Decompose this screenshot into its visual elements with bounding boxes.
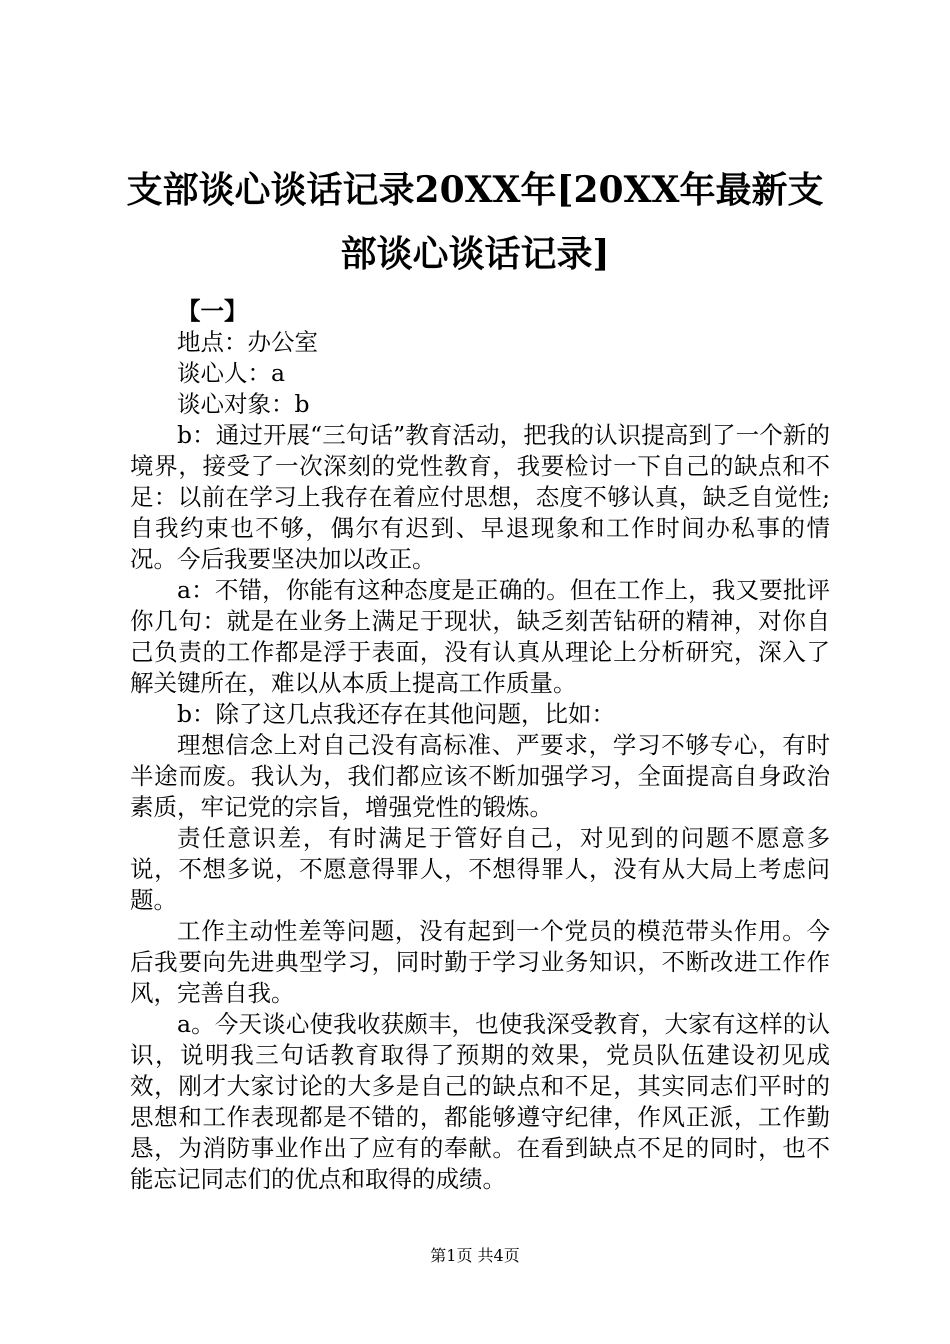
- speaker-field: 谈心人：a: [177, 359, 286, 387]
- place-field: 地点：办公室: [177, 328, 318, 356]
- paragraph: a：不错，你能有这种态度是正确的。但在工作上，我又要批评你几句：就是在业务上满足于现状，缺乏刻苦钻研的精神，对你自己负责的工作都是浮于表面，没有认真从理论上分析研究，深入了解关键所在，难以从本质上提高工作质量。: [130, 576, 830, 697]
- paragraph: 责任意识差，有时满足于管好自己，对见到的问题不愿意多说，不想多说，不愿意得罪人，不想得罪人，没有从大局上考虑问题。: [130, 824, 830, 914]
- section-label: 【一】: [177, 297, 248, 325]
- document-title: 支部谈心谈话记录20XX年[20XX年最新支部谈心谈话记录]: [126, 169, 824, 275]
- document-body: [130, 296, 830, 1195]
- paragraph: a。今天谈心使我收获颇丰，也使我深受教育，大家有这样的认识，说明我三句话教育取得了预期的效果，党员队伍建设初见成效，刚才大家讨论的大多是自己的缺点和不足，其实同志们平时的思想和工作表现都是不错的，都能够遵守纪律，作风正派，工作勤恳，为消防事业作出了应有的奉献。在看到缺点不足的同时，也不能忘记同志们的优点和取得的成绩。: [130, 1010, 830, 1193]
- paragraph: 理想信念上对自己没有高标准、严要求，学习不够专心，有时半途而废。我认为，我们都应该不断加强学习，全面提高自身政治素质，牢记党的宗旨，增强党性的锻炼。: [130, 731, 830, 821]
- paragraph: b：通过开展“三句话”教育活动，把我的认识提高到了一个新的境界，接受了一次深刻的党性教育，我要检讨一下自己的缺点和不足：以前在学习上我存在着应付思想，态度不够认真，缺乏自觉性;自我约束也不够，偶尔有迟到、早退现象和工作时间办私事的情况。今后我要坚决加以改正。: [130, 421, 830, 573]
- page-number-footer: 第1页 共4页: [430, 1246, 520, 1265]
- paragraph: b：除了这几点我还存在其他问题，比如：: [177, 700, 616, 728]
- target-field: 谈心对象：b: [177, 390, 310, 418]
- paragraph: 工作主动性差等问题，没有起到一个党员的模范带头作用。今后我要向先进典型学习，同时勤于学习业务知识，不断改进工作作风，完善自我。: [130, 917, 830, 1007]
